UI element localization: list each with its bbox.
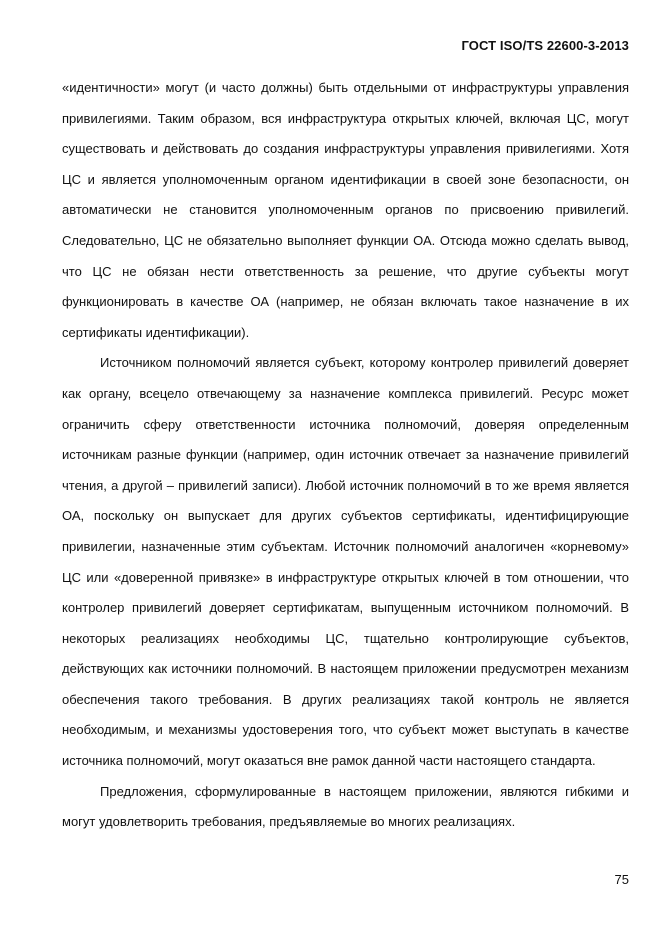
page-number: 75 (614, 872, 629, 887)
paragraph-authority-source: Источником полномочий является субъект, которому контролер привилегий доверяет как органу, всецело отвечающему за назначение комплекса привилегий. Ресурс может ограничить сферу ответственности источника полномочий, доверяя определенным источникам разные функции (например, один источник отвечает за назначение привилегий чтения, а другой – привилегий записи). Любой источник полномочий в то же время является ОА, поскольку он выпускает для других субъектов сертификаты, идентифицирующие привилегии, назначенные этим субъектам. Источник полномочий аналогичен «корневому» ЦС или «доверенной привязке» в инфраструктуре открытых ключей в том отношении, что контролер привилегий доверяет сертификатам, выпущенным источником полномочий. В некоторых реализациях необходимы ЦС, тщательно контролирующие субъектов, действующих как источники полномочий. В настоящем приложении предусмотрен механизм обеспечения такого требования. В других реализациях такой контроль не является необходимым, и механизмы удостоверения того, что субъект может выступать в качестве источника полномочий, могут оказаться вне рамок данной части настоящего стандарта. (62, 355, 629, 769)
paragraph-continuation: «идентичности» могут (и часто должны) быть отдельными от инфраструктуры управления привилегиями. Таким образом, вся инфраструктура открытых ключей, включая ЦС, могут существовать и действовать до создания инфраструктуры управления привилегиями. Хотя ЦС и является уполномоченным органом идентификации в своей зоне безопасности, он автоматически не становится уполномоченным органов по присвоению привилегий. Следовательно, ЦС не обязательно выполняет функции ОА. Отсюда можно сделать вывод, что ЦС не обязан нести ответственность за решение, что другие субъекты могут функционировать в качестве ОА (например, не обязан включать такое назначение в их сертификаты идентификации). (62, 80, 629, 340)
document-body (62, 73, 629, 838)
document-header: ГОСТ ISO/TS 22600-3-2013 (461, 38, 629, 53)
paragraph-proposals: Предложения, сформулированные в настоящем приложении, являются гибкими и могут удовлетворить требования, предъявляемые во многих реализациях. (62, 783, 629, 830)
